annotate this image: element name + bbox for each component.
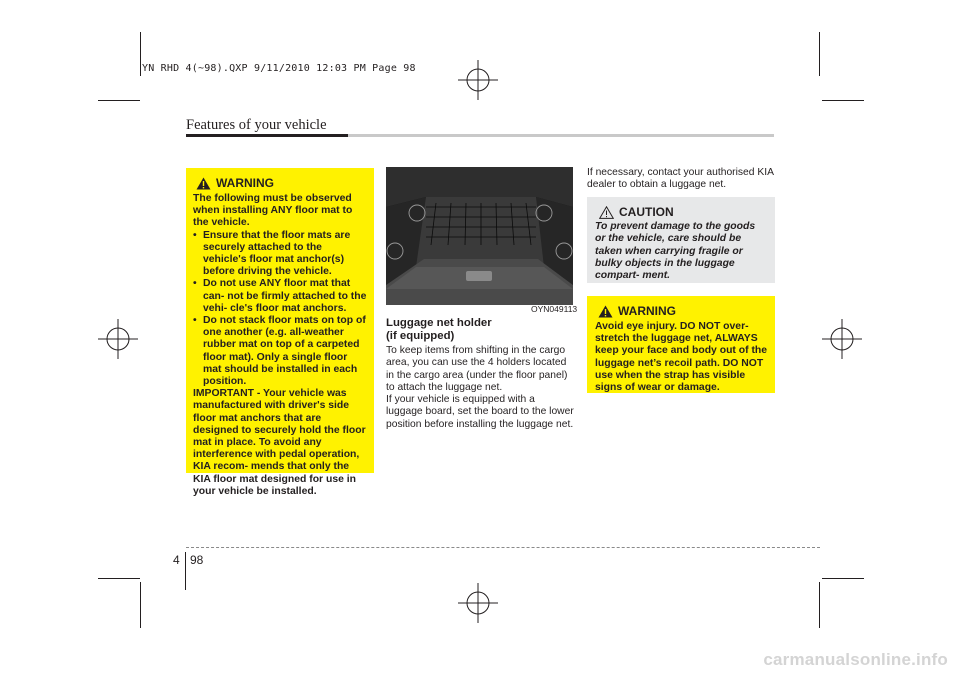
warning-header: [196, 176, 368, 190]
crop-mark: [98, 578, 140, 579]
crop-mark: [98, 100, 140, 101]
cargo-net-figure: [386, 167, 573, 305]
warning-body: [193, 193, 368, 498]
body-paragraph: To keep items from shifting in the cargo area, you can use the 4 holders located in the cargo area (under the floor panel) to attach the luggage net.: [386, 345, 568, 393]
caution-triangle-icon: [599, 206, 614, 219]
header-rule-accent: [186, 134, 348, 137]
chapter-number: 4: [173, 553, 180, 567]
footer-separator: [185, 552, 186, 590]
warning-bullet-list: [193, 230, 368, 389]
warning-bullet: • Do not use ANY floor mat that can- not be firmly attached to the vehi- cle's floor mat anchors.: [193, 278, 368, 315]
warning-bullet: • Do not stack floor mats on top of one another (e.g. all-weather rubber mat on top of a carpeted floor mat). Only a single floor mat should be installed in each position.: [193, 315, 368, 388]
figure-code: OYN049113: [531, 304, 578, 314]
luggage-net-heading: [386, 317, 492, 343]
warning-heading: WARNING: [618, 304, 676, 318]
warning-intro: The following must be observed when installing ANY floor mat to the vehicle.: [193, 193, 353, 229]
caution-header: [599, 205, 768, 219]
crop-mark: [140, 582, 141, 628]
registration-mark-icon: [458, 583, 498, 623]
heading-line: Luggage net holder: [386, 317, 492, 329]
registration-mark-icon: [98, 319, 138, 359]
registration-mark-icon: [822, 319, 862, 359]
warning-header: [598, 304, 768, 318]
warning-important-note: IMPORTANT - Your vehicle was manufactured with driver's side floor mat anchors that are designed to securely hold the floor mat in place. To avoid any interference with pedal operation, KIA recom- mends that only the KIA floor mat designed for use in your vehicle be installed.: [193, 388, 366, 497]
caution-heading: CAUTION: [619, 205, 674, 219]
crop-mark: [822, 578, 864, 579]
warning-text: Avoid eye injury. DO NOT over- stretch the luggage net, ALWAYS keep your face and body out of the luggage net’s recoil path. DO NOT use when the strap has visible signs of wear or damage.: [595, 321, 768, 394]
floor-mat-warning-box: [186, 168, 374, 497]
crop-mark: [822, 100, 864, 101]
luggage-net-body: [386, 345, 574, 431]
crop-mark: [140, 32, 141, 76]
luggage-net-warning-box: [587, 296, 775, 393]
section-title: Features of your vehicle: [186, 117, 327, 133]
crop-mark: [819, 32, 820, 76]
heading-line: (if equipped): [386, 330, 455, 342]
caution-box: [587, 197, 775, 283]
registration-mark-icon: [458, 60, 498, 100]
dealer-contact-text: If necessary, contact your authorised KIA dealer to obtain a luggage net.: [587, 167, 774, 191]
page-number: 98: [190, 553, 204, 567]
warning-triangle-icon: [196, 177, 211, 190]
crop-mark: [819, 582, 820, 628]
warning-triangle-icon: [598, 305, 613, 318]
body-paragraph: If your vehicle is equipped with a luggage board, set the board to the lower position before installing the luggage net.: [386, 394, 574, 430]
warning-heading: WARNING: [216, 176, 274, 190]
warning-bullet: • Ensure that the floor mats are securely attached to the vehicle's floor mat anchor(s) before driving the vehicle.: [193, 230, 368, 279]
footer-rule: [186, 547, 820, 548]
cargo-net-illustration: [386, 167, 573, 305]
caution-text: To prevent damage to the goods or the vehicle, care should be taken when carrying fragile or bulky objects in the luggage compart- ment.: [595, 221, 756, 282]
site-watermark: carmanualsonline.info: [763, 650, 948, 669]
print-slug: YN RHD 4(~98).QXP 9/11/2010 12:03 PM Page 98: [142, 63, 416, 74]
